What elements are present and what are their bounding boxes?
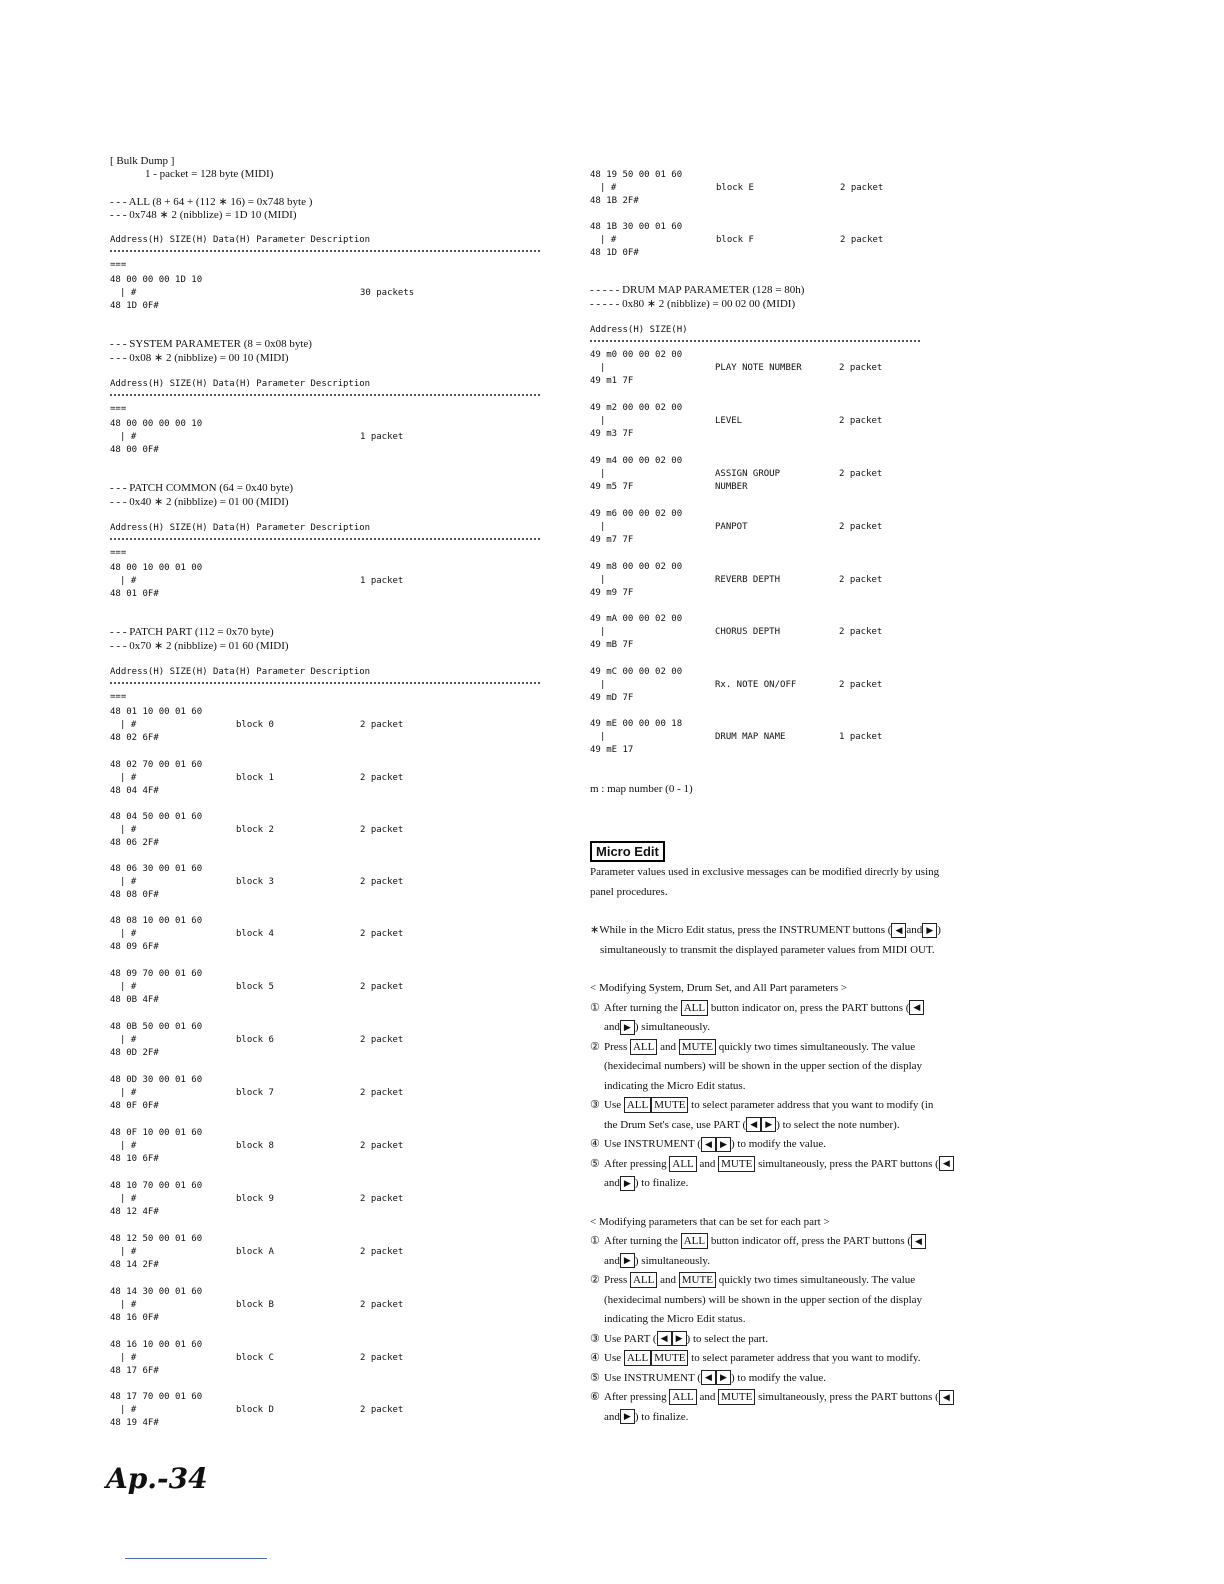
step-2-6-cont xyxy=(590,1408,1020,1428)
drum-packets: 2 packet xyxy=(839,363,883,373)
drum-row xyxy=(590,509,910,549)
drum-start-address: 49 m2 00 00 02 00 xyxy=(590,403,683,413)
step-text: quickly two times simultaneously. The value xyxy=(718,1274,916,1286)
drum-row xyxy=(590,719,910,759)
common-table-header: Address(H) SIZE(H) Data(H) Parameter Description xyxy=(110,523,371,533)
step-text: and xyxy=(604,1254,620,1267)
mute-button-label: MUTE xyxy=(651,1350,688,1366)
drum-range-mark: | xyxy=(600,575,606,585)
step-text: ) simultaneously. xyxy=(634,1021,710,1033)
intro-line-2: panel procedures. xyxy=(590,885,668,898)
block-end-address: 48 0D 2F# xyxy=(110,1048,159,1058)
drum-start-address: 49 m6 00 00 02 00 xyxy=(590,509,683,519)
block-packets: 2 packet xyxy=(840,235,884,245)
part-block-row xyxy=(110,707,440,747)
step-1-3-cont xyxy=(590,1116,1020,1136)
section-1-title: < Modifying System, Drum Set, and All Part parameters > xyxy=(590,982,848,994)
drum-parameter: Rx. NOTE ON/OFF xyxy=(715,680,797,690)
block-range-mark: | # xyxy=(120,1141,137,1151)
drum-parameter: DRUM MAP NAME xyxy=(715,732,786,742)
footer-rule xyxy=(125,1558,267,1559)
drum-end-address: 49 m1 7F xyxy=(590,376,634,386)
drum-range-mark: | xyxy=(600,522,606,532)
step-1-5-cont xyxy=(590,1174,1020,1194)
drum-parameter: PANPOT xyxy=(715,522,748,532)
right-arrow-icon: ▶ xyxy=(620,1176,635,1191)
block-packets: 2 packet xyxy=(360,720,404,730)
step-text: to select parameter address that you want to modify. xyxy=(691,1352,921,1364)
bulk-row-end: 48 1D 0F# xyxy=(110,301,159,311)
step-text: and xyxy=(604,1177,620,1189)
bulk-all-line-2: - - - 0x748 ∗ 2 (nibblize) = 1D 10 (MIDI) xyxy=(110,209,297,221)
part-block-row xyxy=(110,1287,440,1327)
common-row-start: 48 00 10 00 01 00 xyxy=(110,563,203,573)
drum-range-mark: | xyxy=(600,469,606,479)
bulk-all-line-1: - - - ALL (8 + 64 + (112 ∗ 16) = 0x748 byte ) xyxy=(110,196,313,208)
block-start-address: 48 14 30 00 01 60 xyxy=(110,1287,203,1297)
block-end-address: 48 06 2F# xyxy=(110,838,159,848)
step-number: ① xyxy=(590,1001,600,1014)
drum-end-address: 49 m5 7F xyxy=(590,482,634,492)
block-range-mark: | # xyxy=(120,1247,137,1257)
drum-end-address: 49 m3 7F xyxy=(590,429,634,439)
drum-packets: 2 packet xyxy=(839,522,883,532)
block-name: block 4 xyxy=(236,929,274,939)
drum-row xyxy=(590,562,910,602)
bulk-row-packets: 30 packets xyxy=(360,288,415,298)
left-arrow-icon: ◀ xyxy=(909,1000,924,1015)
drum-row xyxy=(590,667,910,707)
step-text: After pressing xyxy=(604,1391,667,1403)
step-2-6 xyxy=(590,1388,1020,1408)
system-header-rule xyxy=(110,394,540,396)
mute-button-label: MUTE xyxy=(679,1272,716,1288)
drum-title-1: - - - - - DRUM MAP PARAMETER (128 = 80h) xyxy=(590,284,805,296)
step-text: Use xyxy=(604,1099,622,1111)
step-text: ) to modify the value. xyxy=(730,1138,826,1150)
common-title-2: - - - 0x40 ∗ 2 (nibblize) = 01 00 (MIDI) xyxy=(110,496,289,508)
block-name: block 0 xyxy=(236,720,274,730)
block-packets: 2 packet xyxy=(360,1353,404,1363)
step-2-1 xyxy=(590,1232,1020,1252)
drum-row xyxy=(590,403,910,443)
step-text: Use INSTRUMENT ( xyxy=(604,1371,701,1384)
system-title-1: - - - SYSTEM PARAMETER (8 = 0x08 byte) xyxy=(110,338,312,350)
star-text-a: ∗While in the Micro Edit status, press the INSTRUMENT buttons ( xyxy=(590,924,892,936)
left-arrow-icon: ◀ xyxy=(746,1117,761,1132)
step-1-1 xyxy=(590,999,1020,1019)
block-start-address: 48 04 50 00 01 60 xyxy=(110,812,203,822)
system-sep-mark: === xyxy=(110,404,127,414)
block-end-address: 48 1B 2F# xyxy=(590,196,639,206)
drum-start-address: 49 mA 00 00 02 00 xyxy=(590,614,683,624)
step-text: and xyxy=(604,1410,620,1423)
step-text: simultaneously, press the PART buttons ( xyxy=(758,1391,939,1403)
left-arrow-icon: ◀ xyxy=(939,1390,954,1405)
bulk-row-mid: | # xyxy=(120,288,137,298)
step-text: and xyxy=(604,1021,620,1033)
block-start-address: 48 19 50 00 01 60 xyxy=(590,170,683,180)
block-name: block 8 xyxy=(236,1141,274,1151)
drum-table-header: Address(H) SIZE(H) xyxy=(590,325,688,335)
step-text: Use INSTRUMENT ( xyxy=(604,1138,701,1150)
step-text: ) to finalize. xyxy=(634,1177,689,1189)
step-text: quickly two times simultaneously. The value xyxy=(718,1040,916,1053)
common-row-mid: | # xyxy=(120,576,137,586)
right-arrow-icon: ▶ xyxy=(620,1020,635,1035)
block-name: block F xyxy=(716,235,754,245)
step-text: the Drum Set's case, use PART ( xyxy=(604,1118,747,1131)
drum-start-address: 49 mC 00 00 02 00 xyxy=(590,667,683,677)
part-block-row xyxy=(110,1234,440,1274)
step-text: and xyxy=(660,1040,677,1053)
block-end-address: 48 02 6F# xyxy=(110,733,159,743)
block-start-address: 48 10 70 00 01 60 xyxy=(110,1181,203,1191)
block-end-address: 48 14 2F# xyxy=(110,1260,159,1270)
block-end-address: 48 09 6F# xyxy=(110,942,159,952)
block-packets: 2 packet xyxy=(360,1247,404,1257)
all-button-label: ALL xyxy=(681,1000,708,1016)
step-text: After turning the xyxy=(604,1235,678,1247)
common-title-1: - - - PATCH COMMON (64 = 0x40 byte) xyxy=(110,482,294,494)
step-text: After pressing xyxy=(604,1157,667,1170)
part-header-rule xyxy=(110,682,540,684)
step-text: Use xyxy=(604,1352,622,1364)
drum-end-address: 49 m9 7F xyxy=(590,588,634,598)
part-title-1: - - - PATCH PART (112 = 0x70 byte) xyxy=(110,626,274,638)
step-text: to select parameter address that you want to modify (in xyxy=(691,1099,934,1111)
block-start-address: 48 01 10 00 01 60 xyxy=(110,707,203,717)
part-block-row xyxy=(590,170,920,210)
step-text: and xyxy=(699,1157,716,1170)
drum-parameter: LEVEL xyxy=(715,416,743,426)
drum-start-address: 49 m4 00 00 02 00 xyxy=(590,456,683,466)
step-number: ⑥ xyxy=(590,1391,600,1403)
drum-packets: 2 packet xyxy=(839,416,883,426)
drum-range-mark: | xyxy=(600,732,606,742)
drum-range-mark: | xyxy=(600,680,606,690)
drum-start-address: 49 m0 00 00 02 00 xyxy=(590,350,683,360)
part-block-row xyxy=(110,1392,440,1432)
block-end-address: 48 10 6F# xyxy=(110,1154,159,1164)
block-range-mark: | # xyxy=(120,720,137,730)
block-range-mark: | # xyxy=(120,982,137,992)
drum-parameter: PLAY NOTE NUMBER xyxy=(715,363,802,373)
mute-button-label: MUTE xyxy=(718,1389,755,1405)
step-number: ③ xyxy=(590,1099,600,1111)
drum-packets: 2 packet xyxy=(839,680,883,690)
block-name: block 5 xyxy=(236,982,274,992)
left-arrow-icon: ◀ xyxy=(701,1137,716,1152)
block-packets: 2 packet xyxy=(840,183,884,193)
right-arrow-icon: ▶ xyxy=(922,923,937,938)
map-number-note: m : map number (0 - 1) xyxy=(590,783,693,795)
left-arrow-icon: ◀ xyxy=(911,1234,926,1249)
system-row-mid: | # xyxy=(120,432,137,442)
block-name: block C xyxy=(236,1353,274,1363)
block-range-mark: | # xyxy=(120,1194,137,1204)
bulk-packet-size: 1 - packet = 128 byte (MIDI) xyxy=(145,168,274,180)
block-range-mark: | # xyxy=(120,773,137,783)
common-sep-mark: === xyxy=(110,548,127,558)
step-2-4 xyxy=(590,1349,1020,1369)
drum-header-rule xyxy=(590,340,920,342)
drum-parameter: CHORUS DEPTH xyxy=(715,627,781,637)
drum-range-mark: | xyxy=(600,363,606,373)
block-packets: 2 packet xyxy=(360,1300,404,1310)
drum-range-mark: | xyxy=(600,416,606,426)
block-start-address: 48 0F 10 00 01 60 xyxy=(110,1128,203,1138)
step-number: ② xyxy=(590,1274,600,1286)
right-arrow-icon: ▶ xyxy=(761,1117,776,1132)
step-2-3 xyxy=(590,1330,1020,1350)
common-header-rule xyxy=(110,538,540,540)
block-range-mark: | # xyxy=(600,235,617,245)
micro-edit-heading xyxy=(590,843,665,861)
step-text: ) to modify the value. xyxy=(730,1371,826,1384)
right-arrow-icon: ▶ xyxy=(620,1409,635,1424)
step-2-5 xyxy=(590,1369,1020,1389)
step-1-1-cont xyxy=(590,1018,1020,1038)
left-arrow-icon: ◀ xyxy=(891,923,906,938)
block-start-address: 48 12 50 00 01 60 xyxy=(110,1234,203,1244)
step-text: Use PART ( xyxy=(604,1332,657,1345)
star-line-2: simultaneously to transmit the displayed parameter values from MIDI OUT. xyxy=(600,943,935,956)
step-number: ③ xyxy=(590,1332,600,1345)
part-title-2: - - - 0x70 ∗ 2 (nibblize) = 01 60 (MIDI) xyxy=(110,640,289,652)
common-row-end: 48 01 0F# xyxy=(110,589,159,599)
step-2-2 xyxy=(590,1271,1020,1291)
drum-end-address: 49 mB 7F xyxy=(590,640,634,650)
all-button-label: ALL xyxy=(630,1039,657,1055)
drum-row xyxy=(590,614,910,654)
right-arrow-icon: ▶ xyxy=(716,1137,731,1152)
step-text: Press xyxy=(604,1040,628,1053)
micro-edit-title: Micro Edit xyxy=(590,841,665,862)
all-button-label: ALL xyxy=(669,1156,696,1172)
drum-row xyxy=(590,350,910,390)
drum-range-mark: | xyxy=(600,627,606,637)
drum-end-address: 49 m7 7F xyxy=(590,535,634,545)
page-number: Ap.-34 xyxy=(106,1462,208,1495)
part-block-row xyxy=(110,760,440,800)
right-arrow-icon: ▶ xyxy=(672,1331,687,1346)
block-range-mark: | # xyxy=(120,825,137,835)
block-packets: 2 packet xyxy=(360,1405,404,1415)
block-range-mark: | # xyxy=(120,1405,137,1415)
drum-row xyxy=(590,456,910,496)
step-number: ⑤ xyxy=(590,1157,600,1170)
drum-start-address: 49 m8 00 00 02 00 xyxy=(590,562,683,572)
block-end-address: 48 0F 0F# xyxy=(110,1101,159,1111)
step-text: ) to finalize. xyxy=(634,1410,689,1423)
block-packets: 2 packet xyxy=(360,1194,404,1204)
left-arrow-icon: ◀ xyxy=(701,1370,716,1385)
drum-parameter: ASSIGN GROUP xyxy=(715,469,781,479)
part-table-header: Address(H) SIZE(H) Data(H) Parameter Description xyxy=(110,667,371,677)
block-range-mark: | # xyxy=(120,1035,137,1045)
block-end-address: 48 1D 0F# xyxy=(590,248,639,258)
system-table-header: Address(H) SIZE(H) Data(H) Parameter Description xyxy=(110,379,371,389)
block-end-address: 48 16 0F# xyxy=(110,1313,159,1323)
block-name: block 2 xyxy=(236,825,274,835)
block-name: block D xyxy=(236,1405,274,1415)
block-packets: 2 packet xyxy=(360,982,404,992)
block-end-address: 48 17 6F# xyxy=(110,1366,159,1376)
block-name: block 9 xyxy=(236,1194,274,1204)
part-block-row xyxy=(110,969,440,1009)
step-text: Press xyxy=(604,1274,628,1286)
step-1-5 xyxy=(590,1155,1020,1175)
block-packets: 2 packet xyxy=(360,929,404,939)
star-line-1 xyxy=(590,921,1020,941)
block-start-address: 48 09 70 00 01 60 xyxy=(110,969,203,979)
block-range-mark: | # xyxy=(120,1353,137,1363)
drum-packets: 2 packet xyxy=(839,627,883,637)
bulk-table-header: Address(H) SIZE(H) Data(H) Parameter Description xyxy=(110,235,371,245)
step-1-2 xyxy=(590,1038,1020,1058)
micro-edit-body xyxy=(590,863,1020,1427)
block-end-address: 48 19 4F# xyxy=(110,1418,159,1428)
part-block-row xyxy=(110,916,440,956)
all-button-label: ALL xyxy=(624,1097,651,1113)
block-range-mark: | # xyxy=(120,929,137,939)
block-start-address: 48 17 70 00 01 60 xyxy=(110,1392,203,1402)
block-name: block E xyxy=(716,183,754,193)
block-packets: 2 packet xyxy=(360,1088,404,1098)
system-row-packets: 1 packet xyxy=(360,432,404,442)
block-packets: 2 packet xyxy=(360,1035,404,1045)
block-start-address: 48 0B 50 00 01 60 xyxy=(110,1022,203,1032)
block-end-address: 48 0B 4F# xyxy=(110,995,159,1005)
all-button-label: ALL xyxy=(630,1272,657,1288)
step-1-3 xyxy=(590,1096,1020,1116)
step-text: simultaneously, press the PART buttons ( xyxy=(758,1157,939,1170)
step-text: ) to select the note number). xyxy=(776,1118,900,1131)
system-title-2: - - - 0x08 ∗ 2 (nibblize) = 00 10 (MIDI) xyxy=(110,352,289,364)
block-packets: 2 packet xyxy=(360,1141,404,1151)
common-row-packets: 1 packet xyxy=(360,576,404,586)
step-2-1-cont xyxy=(590,1252,1020,1272)
drum-parameter: REVERB DEPTH xyxy=(715,575,781,585)
block-range-mark: | # xyxy=(120,877,137,887)
step-text: and xyxy=(660,1274,677,1286)
block-start-address: 48 1B 30 00 01 60 xyxy=(590,222,683,232)
left-arrow-icon: ◀ xyxy=(939,1156,954,1171)
block-range-mark: | # xyxy=(120,1300,137,1310)
star-text-b: and xyxy=(906,924,923,936)
step-number: ② xyxy=(590,1040,600,1053)
right-arrow-icon: ▶ xyxy=(716,1370,731,1385)
bulk-header-rule xyxy=(110,250,540,252)
step-text: After turning the xyxy=(604,1001,678,1014)
step-text: button indicator on, press the PART buttons ( xyxy=(710,1001,910,1014)
step-text: and xyxy=(699,1391,716,1403)
block-packets: 2 packet xyxy=(360,825,404,835)
section-2-title: < Modifying parameters that can be set for each part > xyxy=(590,1215,830,1228)
mute-button-label: MUTE xyxy=(679,1039,716,1055)
block-name: block 1 xyxy=(236,773,274,783)
block-name: block B xyxy=(236,1300,274,1310)
block-start-address: 48 06 30 00 01 60 xyxy=(110,864,203,874)
mute-button-label: MUTE xyxy=(718,1156,755,1172)
block-name: block 3 xyxy=(236,877,274,887)
part-sep-mark: === xyxy=(110,692,127,702)
block-start-address: 48 0D 30 00 01 60 xyxy=(110,1075,203,1085)
block-start-address: 48 08 10 00 01 60 xyxy=(110,916,203,926)
step-2-2-cont-b: indicating the Micro Edit status. xyxy=(604,1313,746,1325)
step-text: button indicator off, press the PART buttons ( xyxy=(710,1235,912,1247)
bulk-sep-mark: === xyxy=(110,260,127,270)
part-block-row xyxy=(110,1340,440,1380)
block-packets: 2 packet xyxy=(360,877,404,887)
step-1-2-cont-b: indicating the Micro Edit status. xyxy=(604,1079,746,1092)
block-name: block A xyxy=(236,1247,274,1257)
block-range-mark: | # xyxy=(120,1088,137,1098)
left-arrow-icon: ◀ xyxy=(657,1331,672,1346)
step-2-2-cont-a: (hexidecimal numbers) will be shown in the upper section of the display xyxy=(604,1293,923,1306)
drum-parameter-line-2: NUMBER xyxy=(715,482,748,492)
drum-title-2: - - - - - 0x80 ∗ 2 (nibblize) = 00 02 00 (MIDI) xyxy=(590,298,796,310)
block-end-address: 48 08 0F# xyxy=(110,890,159,900)
part-block-row xyxy=(110,1181,440,1221)
block-name: block 6 xyxy=(236,1035,274,1045)
step-number: ④ xyxy=(590,1352,600,1364)
drum-packets: 2 packet xyxy=(839,469,883,479)
step-number: ① xyxy=(590,1235,600,1247)
drum-end-address: 49 mE 17 xyxy=(590,745,634,755)
drum-start-address: 49 mE 00 00 00 18 xyxy=(590,719,683,729)
bulk-row-start: 48 00 00 00 1D 10 xyxy=(110,275,203,285)
part-block-row xyxy=(590,222,920,262)
part-block-row xyxy=(110,1128,440,1168)
star-text-c: ) xyxy=(937,924,941,936)
intro-line-1: Parameter values used in exclusive messages can be modified direcrly by using xyxy=(590,866,940,878)
drum-packets: 1 packet xyxy=(839,732,883,742)
part-block-row xyxy=(110,1075,440,1115)
block-start-address: 48 16 10 00 01 60 xyxy=(110,1340,203,1350)
all-button-label: ALL xyxy=(624,1350,651,1366)
all-button-label: ALL xyxy=(669,1389,696,1405)
part-block-row xyxy=(110,864,440,904)
block-end-address: 48 12 4F# xyxy=(110,1207,159,1217)
block-name: block 7 xyxy=(236,1088,274,1098)
mute-button-label: MUTE xyxy=(651,1097,688,1113)
block-range-mark: | # xyxy=(600,183,617,193)
step-text: ) simultaneously. xyxy=(634,1254,710,1267)
all-button-label: ALL xyxy=(681,1233,708,1249)
system-row-start: 48 00 00 00 00 10 xyxy=(110,419,203,429)
right-arrow-icon: ▶ xyxy=(620,1253,635,1268)
part-block-row xyxy=(110,1022,440,1062)
step-1-4 xyxy=(590,1135,1020,1155)
step-text: ) to select the part. xyxy=(686,1332,769,1345)
system-row-end: 48 00 0F# xyxy=(110,445,159,455)
block-packets: 2 packet xyxy=(360,773,404,783)
block-start-address: 48 02 70 00 01 60 xyxy=(110,760,203,770)
block-end-address: 48 04 4F# xyxy=(110,786,159,796)
step-number: ⑤ xyxy=(590,1371,600,1384)
drum-end-address: 49 mD 7F xyxy=(590,693,634,703)
drum-packets: 2 packet xyxy=(839,575,883,585)
bulk-dump-title: [ Bulk Dump ] xyxy=(110,155,175,167)
step-number: ④ xyxy=(590,1138,600,1150)
part-block-row xyxy=(110,812,440,852)
step-1-2-cont-a: (hexidecimal numbers) will be shown in the upper section of the display xyxy=(604,1060,923,1072)
